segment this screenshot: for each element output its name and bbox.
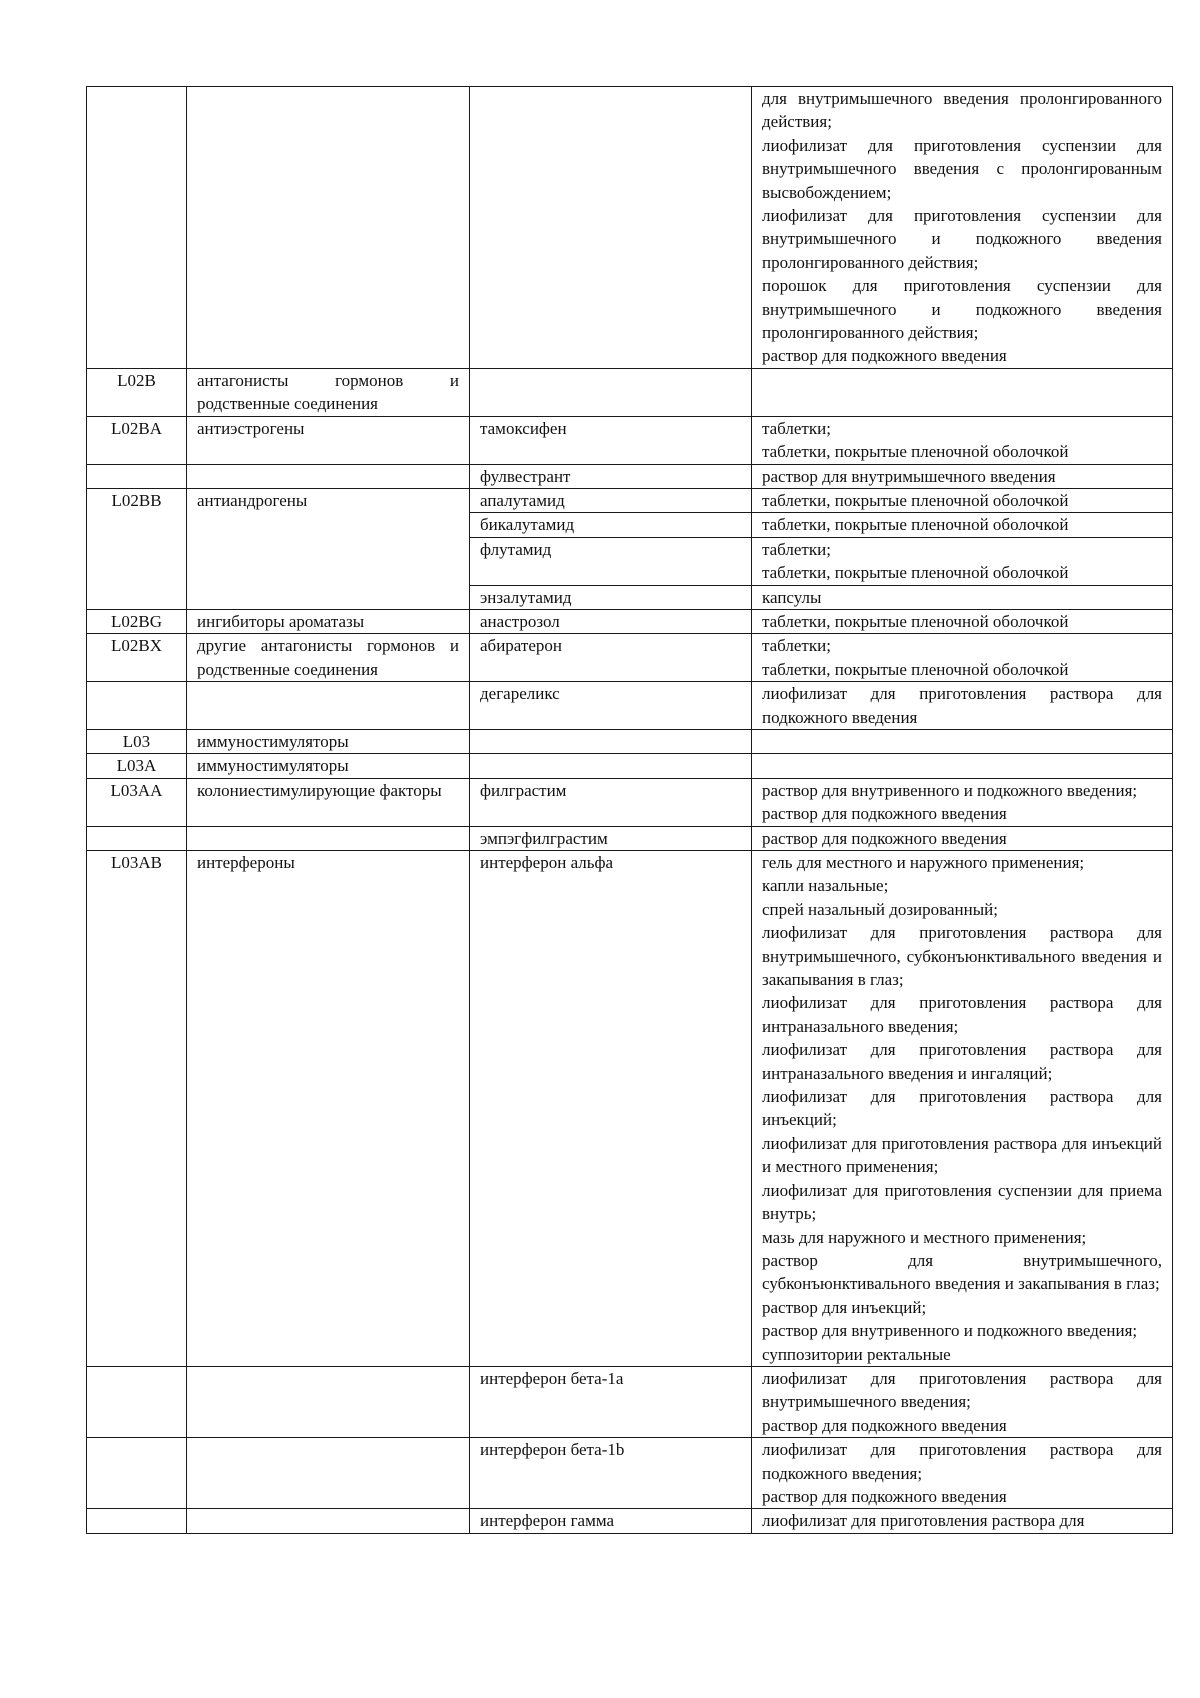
dosage-form-item: таблетки, покрытые пленочной оболочкой [762, 442, 1069, 462]
dosage-forms [752, 682, 1173, 730]
atc-group: ингибиторы ароматазы [187, 609, 470, 633]
dosage-form-item: лиофилизат для приготовления раствора для подкожного введения [762, 684, 1162, 727]
atc-group: колониестимулирующие факторы [187, 778, 470, 826]
dosage-form-item: порошок для приготовления суспензии для внутримышечного и подкожного введения пролонгированного действия; [762, 276, 1162, 343]
atc-group [187, 1366, 470, 1437]
dosage-forms [752, 416, 1173, 464]
dosage-form-item: таблетки, покрытые пленочной оболочкой [762, 490, 1069, 510]
atc-code [87, 464, 187, 488]
drug-name: интерферон гамма [470, 1509, 752, 1533]
dosage-form-item: раствор для инъекций; [762, 1297, 927, 1317]
dosage-forms [752, 513, 1173, 537]
atc-code [87, 826, 187, 850]
atc-group [187, 87, 470, 369]
drug-name [470, 754, 752, 778]
dosage-form-item: суппозитории ректальные [762, 1344, 951, 1364]
dosage-form-item: лиофилизат для приготовления суспензии для внутримышечного и подкожного введения пролонгированного действия; [762, 206, 1162, 272]
table-row [87, 729, 1173, 753]
drug-name: тамоксифен [470, 416, 752, 464]
dosage-forms [752, 851, 1173, 1367]
dosage-form-item: капсулы [762, 587, 822, 607]
drug-name: интерферон бета-1a [470, 1366, 752, 1437]
drug-name: дегареликс [470, 682, 752, 730]
atc-code: L03AB [87, 851, 187, 1367]
drug-name: энзалутамид [470, 585, 752, 609]
medicines-table [86, 86, 1173, 1534]
dosage-form-item: таблетки; [762, 418, 831, 438]
atc-code: L02BA [87, 416, 187, 464]
atc-code: L02BB [87, 488, 187, 609]
document-page [86, 86, 1172, 1534]
dosage-form-item: лиофилизат для приготовления раствора для внутримышечного, субконъюнктивального введения и закапывания в глаз; [762, 923, 1162, 990]
dosage-form-item: таблетки; [762, 636, 831, 656]
dosage-forms [752, 634, 1173, 682]
drug-name: интерферон альфа [470, 851, 752, 1367]
dosage-form-item: для внутримышечного введения пролонгированного действия; [762, 89, 1162, 132]
atc-group [187, 682, 470, 730]
atc-code: L03A [87, 754, 187, 778]
drug-name: эмпэгфилграстим [470, 826, 752, 850]
dosage-form-item: лиофилизат для приготовления раствора для внутримышечного введения; [762, 1368, 1162, 1412]
dosage-form-item: лиофилизат для приготовления раствора для интраназального введения; [762, 993, 1162, 1036]
dosage-form-item: лиофилизат для приготовления раствора для [762, 1511, 1085, 1531]
dosage-form-item: раствор для подкожного введения [762, 804, 1007, 824]
dosage-form-item: раствор для внутривенного и подкожного введения; [762, 1321, 1138, 1341]
atc-group: иммуностимуляторы [187, 754, 470, 778]
dosage-form-item: капли назальные; [762, 876, 889, 896]
atc-code [87, 682, 187, 730]
drug-name: интерферон бета-1b [470, 1438, 752, 1509]
dosage-form-item: лиофилизат для приготовления раствора для интраназального введения и ингаляций; [762, 1040, 1162, 1083]
atc-group: антиандрогены [187, 488, 470, 609]
dosage-forms [752, 826, 1173, 850]
drug-name: филграстим [470, 778, 752, 826]
atc-group: иммуностимуляторы [187, 729, 470, 753]
atc-group [187, 1509, 470, 1533]
drug-name: анастрозол [470, 609, 752, 633]
dosage-form-item: раствор для подкожного введения [762, 346, 1007, 366]
atc-code [87, 1509, 187, 1533]
dosage-form-item: раствор для внутривенного и подкожного введения; [762, 780, 1138, 800]
drug-name: бикалутамид [470, 513, 752, 537]
drug-name: абиратерон [470, 634, 752, 682]
dosage-form-item: мазь для наружного и местного применения; [762, 1227, 1087, 1247]
table-row [87, 1509, 1173, 1533]
dosage-forms [752, 585, 1173, 609]
dosage-form-item: таблетки, покрытые пленочной оболочкой [762, 563, 1069, 583]
atc-code [87, 1438, 187, 1509]
dosage-forms [752, 368, 1173, 416]
table-row [87, 368, 1173, 416]
atc-group: антиэстрогены [187, 416, 470, 464]
dosage-forms [752, 754, 1173, 778]
dosage-form-item: лиофилизат для приготовления раствора для инъекций; [762, 1087, 1162, 1130]
dosage-form-item: таблетки; [762, 539, 831, 559]
atc-code: L02B [87, 368, 187, 416]
table-row [87, 416, 1173, 464]
dosage-forms [752, 1366, 1173, 1437]
table-row [87, 464, 1173, 488]
atc-code: L03AA [87, 778, 187, 826]
drug-name: флутамид [470, 537, 752, 585]
dosage-forms [752, 1509, 1173, 1533]
atc-code [87, 1366, 187, 1437]
dosage-form-item: лиофилизат для приготовления суспензии для приема внутрь; [762, 1180, 1162, 1224]
dosage-form-item: спрей назальный дозированный; [762, 899, 998, 919]
dosage-form-item: раствор для подкожного введения [762, 828, 1007, 848]
atc-group [187, 826, 470, 850]
drug-name [470, 87, 752, 369]
drug-name: фулвестрант [470, 464, 752, 488]
dosage-forms [752, 1438, 1173, 1509]
atc-code: L03 [87, 729, 187, 753]
atc-group [187, 464, 470, 488]
drug-name: апалутамид [470, 488, 752, 512]
atc-code: L02BG [87, 609, 187, 633]
table-row [87, 682, 1173, 730]
atc-code [87, 87, 187, 369]
dosage-form-item: гель для местного и наружного применения; [762, 853, 1085, 872]
table-row [87, 1438, 1173, 1509]
dosage-forms [752, 609, 1173, 633]
table-row [87, 87, 1173, 369]
drug-name [470, 368, 752, 416]
table-row [87, 826, 1173, 850]
dosage-forms [752, 87, 1173, 369]
table-row [87, 778, 1173, 826]
table-row [87, 1366, 1173, 1437]
dosage-form-item: раствор для подкожного введения [762, 1486, 1007, 1506]
atc-group: другие антагонисты гормонов и родственные соединения [187, 634, 470, 682]
drug-name [470, 729, 752, 753]
dosage-forms [752, 537, 1173, 585]
atc-group: интерфероны [187, 851, 470, 1367]
dosage-form-item: лиофилизат для приготовления раствора для инъекций и местного применения; [762, 1133, 1162, 1177]
atc-group: антагонисты гормонов и родственные соединения [187, 368, 470, 416]
dosage-form-item: раствор для внутримышечного, субконъюнктивального введения и закапывания в глаз; [762, 1250, 1162, 1294]
dosage-form-item: раствор для подкожного введения [762, 1415, 1007, 1435]
table-row [87, 851, 1173, 1367]
table-row [87, 634, 1173, 682]
dosage-form-item: таблетки, покрытые пленочной оболочкой [762, 611, 1069, 631]
dosage-forms [752, 729, 1173, 753]
dosage-forms [752, 464, 1173, 488]
atc-code: L02BX [87, 634, 187, 682]
table-row [87, 488, 1173, 512]
dosage-form-item: таблетки, покрытые пленочной оболочкой [762, 515, 1069, 535]
dosage-form-item: лиофилизат для приготовления суспензии для внутримышечного введения с пролонгированным высвобождением; [762, 135, 1162, 202]
dosage-form-item: таблетки, покрытые пленочной оболочкой [762, 659, 1069, 679]
table-row [87, 609, 1173, 633]
dosage-forms [752, 778, 1173, 826]
table-body [87, 87, 1173, 1534]
dosage-forms [752, 488, 1173, 512]
atc-group [187, 1438, 470, 1509]
dosage-form-item: раствор для внутримышечного введения [762, 466, 1056, 486]
dosage-form-item: лиофилизат для приготовления раствора для подкожного введения; [762, 1440, 1162, 1483]
table-row [87, 754, 1173, 778]
